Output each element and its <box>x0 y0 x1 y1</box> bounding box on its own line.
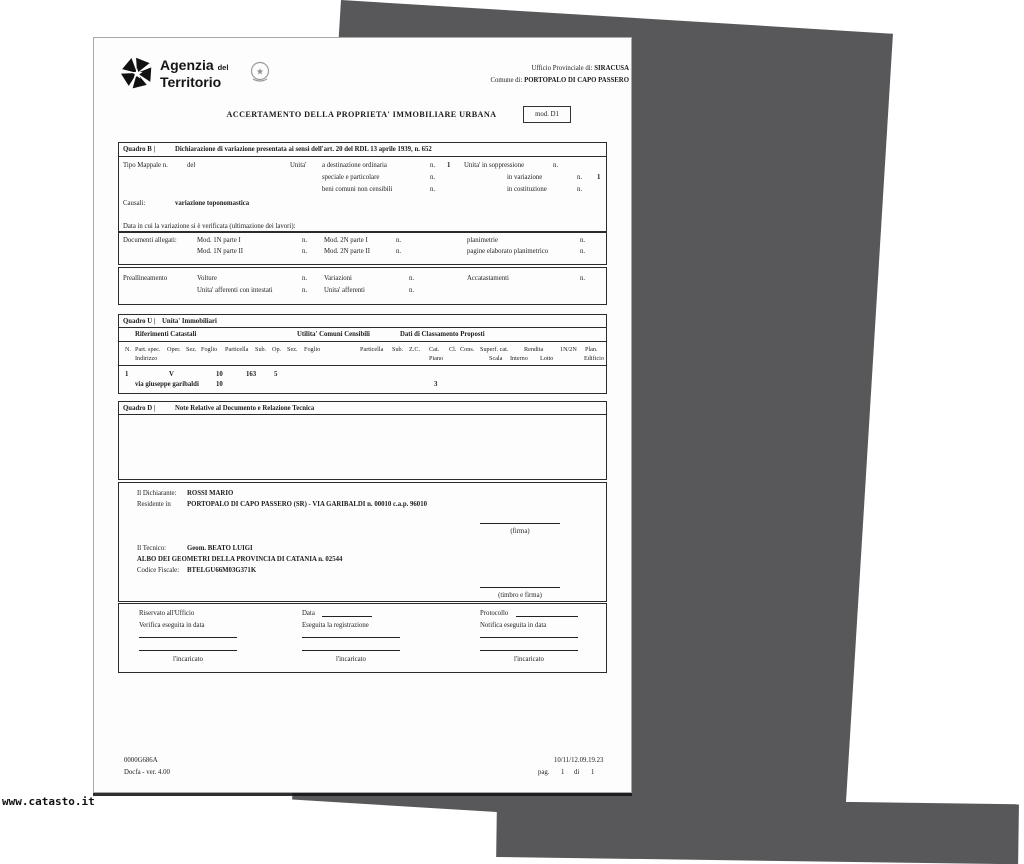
field-label: Il Tecnico: <box>137 545 167 552</box>
field-label: Causali: <box>123 200 146 207</box>
documenti-allegati-box <box>118 231 607 265</box>
field-label: Mod. 1N parte I <box>197 237 241 244</box>
col-header: Particella <box>225 346 249 353</box>
office-value: SIRACUSA <box>594 65 629 72</box>
col-header: Sub. <box>255 346 267 353</box>
logo-word-small: del <box>217 63 229 72</box>
col-header: Lotto <box>540 355 554 362</box>
field-label: in variazione <box>507 174 543 181</box>
quadro-u-box <box>118 314 607 394</box>
col-header: Scala <box>489 355 503 362</box>
footer-pag-label: pag. <box>538 769 550 776</box>
field-label: Data in cui la variazione si è verificata (ultimazione dei lavori): <box>123 223 296 230</box>
field-label: Verifica eseguita in data <box>139 622 205 629</box>
blank-line <box>516 616 578 617</box>
quadro-b-label: Quadro B | <box>123 146 155 153</box>
field-label: n. <box>430 174 436 181</box>
field-label: n. <box>580 248 586 255</box>
incaricato-label: l'incaricato <box>336 656 366 663</box>
footer-total-pages: 1 <box>591 769 595 776</box>
field-label: a destinazione ordinaria <box>322 162 387 169</box>
field-label: Eseguita la registrazione <box>302 622 369 629</box>
field-label: Mod. 1N parte II <box>197 248 244 255</box>
field-label: Riservato all'Ufficio <box>139 610 195 617</box>
field-label: n. <box>302 248 308 255</box>
field-label: Unita' in soppressione <box>464 162 525 169</box>
field-label: n. <box>430 162 436 169</box>
blank-line <box>302 637 400 638</box>
field-label: pagine elaborato planimetrico <box>467 248 549 255</box>
field-label: Unita' <box>290 162 307 169</box>
col-header: Sub. <box>392 346 404 353</box>
field-label: n. <box>577 174 583 181</box>
field-label: n. <box>396 237 402 244</box>
field-label: Il Dichiarante: <box>137 490 177 497</box>
col-header: Sez. <box>186 346 197 353</box>
mod-d1-box: mod. D1 <box>523 106 571 123</box>
field-label: Mod. 2N parte II <box>324 248 371 255</box>
quadro-d-label: Quadro D | <box>123 405 156 412</box>
field-label: Data <box>302 610 315 617</box>
col-header: Cat. <box>429 346 440 353</box>
cell-value: V <box>169 371 174 378</box>
divider <box>119 341 606 342</box>
field-label: n. <box>396 248 402 255</box>
declarant-address: PORTOPALO DI CAPO PASSERO (SR) - VIA GARIBALDI n. 00010 c.a.p. 96010 <box>187 501 428 508</box>
field-label: n. <box>577 186 583 193</box>
col-header: Rendita <box>524 346 544 353</box>
col-header: Indirizzo <box>135 355 158 362</box>
col-header: Oper. <box>167 346 181 353</box>
field-label: beni comuni non censibili <box>322 186 393 193</box>
codice-fiscale: BTELGU66M03G371K <box>187 567 257 574</box>
group-header: Dati di Classamento Proposti <box>400 331 485 338</box>
col-header: Op. <box>272 346 282 353</box>
field-label: Residente in <box>137 501 171 508</box>
blank-line <box>480 637 578 638</box>
blank-line <box>302 650 400 651</box>
svg-text:★: ★ <box>130 66 144 83</box>
field-label: Volture <box>197 275 217 282</box>
divider <box>119 365 606 366</box>
preallineamento-box <box>118 267 607 305</box>
dichiarante-box <box>118 482 607 602</box>
divider <box>119 156 606 157</box>
field-value: 1 <box>447 162 451 169</box>
col-header: 1N/2N <box>560 346 577 353</box>
col-header: Plan. <box>585 346 598 353</box>
blank-line <box>139 650 237 651</box>
field-label: Preallineamento <box>123 275 168 282</box>
svg-text:★: ★ <box>255 66 265 77</box>
cell-value: 10 <box>216 371 223 378</box>
quadro-u-label: Quadro U | <box>123 318 156 325</box>
col-header: Sez. <box>287 346 298 353</box>
comune-label: Comune di: <box>490 77 523 84</box>
field-label: Notifica eseguita in data <box>480 622 547 629</box>
footer-datetime: 10/11/12.09.19.23 <box>554 757 604 764</box>
col-header: N. <box>125 346 132 353</box>
field-label: Accatastamenti <box>467 275 509 282</box>
cell-value: 1 <box>125 371 129 378</box>
col-header: Foglio <box>304 346 321 353</box>
field-label: Unita' afferenti con intestati <box>197 287 273 294</box>
albo-line: ALBO DEI GEOMETRI DELLA PROVINCIA DI CATANIA n. 02544 <box>137 556 343 563</box>
document-page <box>93 37 632 793</box>
field-label: n. <box>553 162 559 169</box>
field-label: Documenti allegati: <box>123 237 177 244</box>
field-label: Protocollo <box>480 610 509 617</box>
logo-text <box>160 58 228 89</box>
cell-value: 5 <box>274 371 278 378</box>
field-label: in costituzione <box>507 186 547 193</box>
footer-di-label: di <box>574 769 580 776</box>
col-header: Cons. <box>460 346 475 353</box>
quadro-b-heading: Dichiarazione di variazione presentata ai sensi dell'art. 20 del RDL 13 aprile 1939, n. 652 <box>175 146 432 153</box>
field-label: n. <box>302 287 308 294</box>
col-header: Cl. <box>449 346 457 353</box>
agenzia-territorio-logo <box>119 54 228 92</box>
field-label: speciale e particolare <box>322 174 380 181</box>
italy-emblem-icon <box>249 60 271 84</box>
office-line2 <box>359 75 629 87</box>
field-label: n. <box>430 186 436 193</box>
comune-value: PORTOPALO DI CAPO PASSERO <box>524 77 629 84</box>
office-header <box>359 63 629 87</box>
field-label: n. <box>409 275 415 282</box>
field-label: Variazioni <box>324 275 352 282</box>
col-header: Z.C. <box>409 346 421 353</box>
cell-value: 163 <box>246 371 257 378</box>
pinwheel-logo-icon <box>119 54 155 92</box>
field-value: 1 <box>597 174 601 181</box>
divider <box>119 327 606 328</box>
field-label: n. <box>302 237 308 244</box>
field-label: Unita' afferenti <box>324 287 365 294</box>
logo-word2: Territorio <box>160 74 222 90</box>
footer-code: 0000G686A <box>124 757 158 764</box>
quadro-d-box <box>118 401 607 480</box>
blank-line <box>139 637 237 638</box>
field-value: variazione toponomastica <box>175 200 250 207</box>
field-label: Mod. 2N parte I <box>324 237 368 244</box>
footer-version: Docfa - ver. 4.00 <box>124 769 170 776</box>
cell-value: via giuseppe garibaldi <box>135 381 199 388</box>
divider <box>119 414 606 415</box>
col-header: Interno <box>510 355 528 362</box>
field-label: Codice Fiscale: <box>137 567 180 574</box>
document-title: ACCERTAMENTO DELLA PROPRIETA' IMMOBILIARE URBANA <box>226 110 497 119</box>
incaricato-label: l'incaricato <box>173 656 203 663</box>
cell-value: 10 <box>216 381 223 388</box>
field-label: n. <box>409 287 415 294</box>
office-label: Ufficio Provinciale di: <box>531 65 593 72</box>
firma-label: (firma) <box>510 528 530 535</box>
field-label: Tipo Mappale n. <box>123 162 168 169</box>
field-label: n. <box>302 275 308 282</box>
col-header: Particella <box>360 346 384 353</box>
blank-line <box>480 650 578 651</box>
logo-word1: Agenzia <box>160 57 214 73</box>
group-header: Riferimenti Catastali <box>135 331 197 338</box>
cell-value: 3 <box>434 381 438 388</box>
col-header: Edificio <box>584 355 604 362</box>
field-label: del <box>187 162 196 169</box>
riservato-ufficio-box <box>118 603 607 673</box>
technician-name: Geom. BEATO LUIGI <box>187 545 253 552</box>
watermark: www.catasto.it <box>2 795 95 808</box>
footer-page-number: 1 <box>561 769 565 776</box>
field-label: planimetrie <box>467 237 498 244</box>
incaricato-label: l'incaricato <box>514 656 544 663</box>
signature-line <box>480 587 560 588</box>
quadro-u-heading: Unita' Immobiliari <box>162 318 217 325</box>
quadro-d-heading: Note Relative al Documento e Relazione Tecnica <box>175 405 315 412</box>
field-label: n. <box>580 237 586 244</box>
declarant-name: ROSSI MARIO <box>187 490 234 497</box>
timbro-label: (timbro e firma) <box>498 592 542 599</box>
col-header: Part. spec. <box>135 346 161 353</box>
signature-line <box>480 523 560 524</box>
group-header: Utilita' Comuni Censibili <box>297 331 370 338</box>
blank-line <box>322 616 372 617</box>
field-label: n. <box>580 275 586 282</box>
col-header: Foglio <box>201 346 218 353</box>
office-line1 <box>359 63 629 75</box>
quadro-b-box <box>118 142 607 233</box>
col-header: Piano <box>429 355 444 362</box>
col-header: Superf. cat. <box>480 346 509 353</box>
